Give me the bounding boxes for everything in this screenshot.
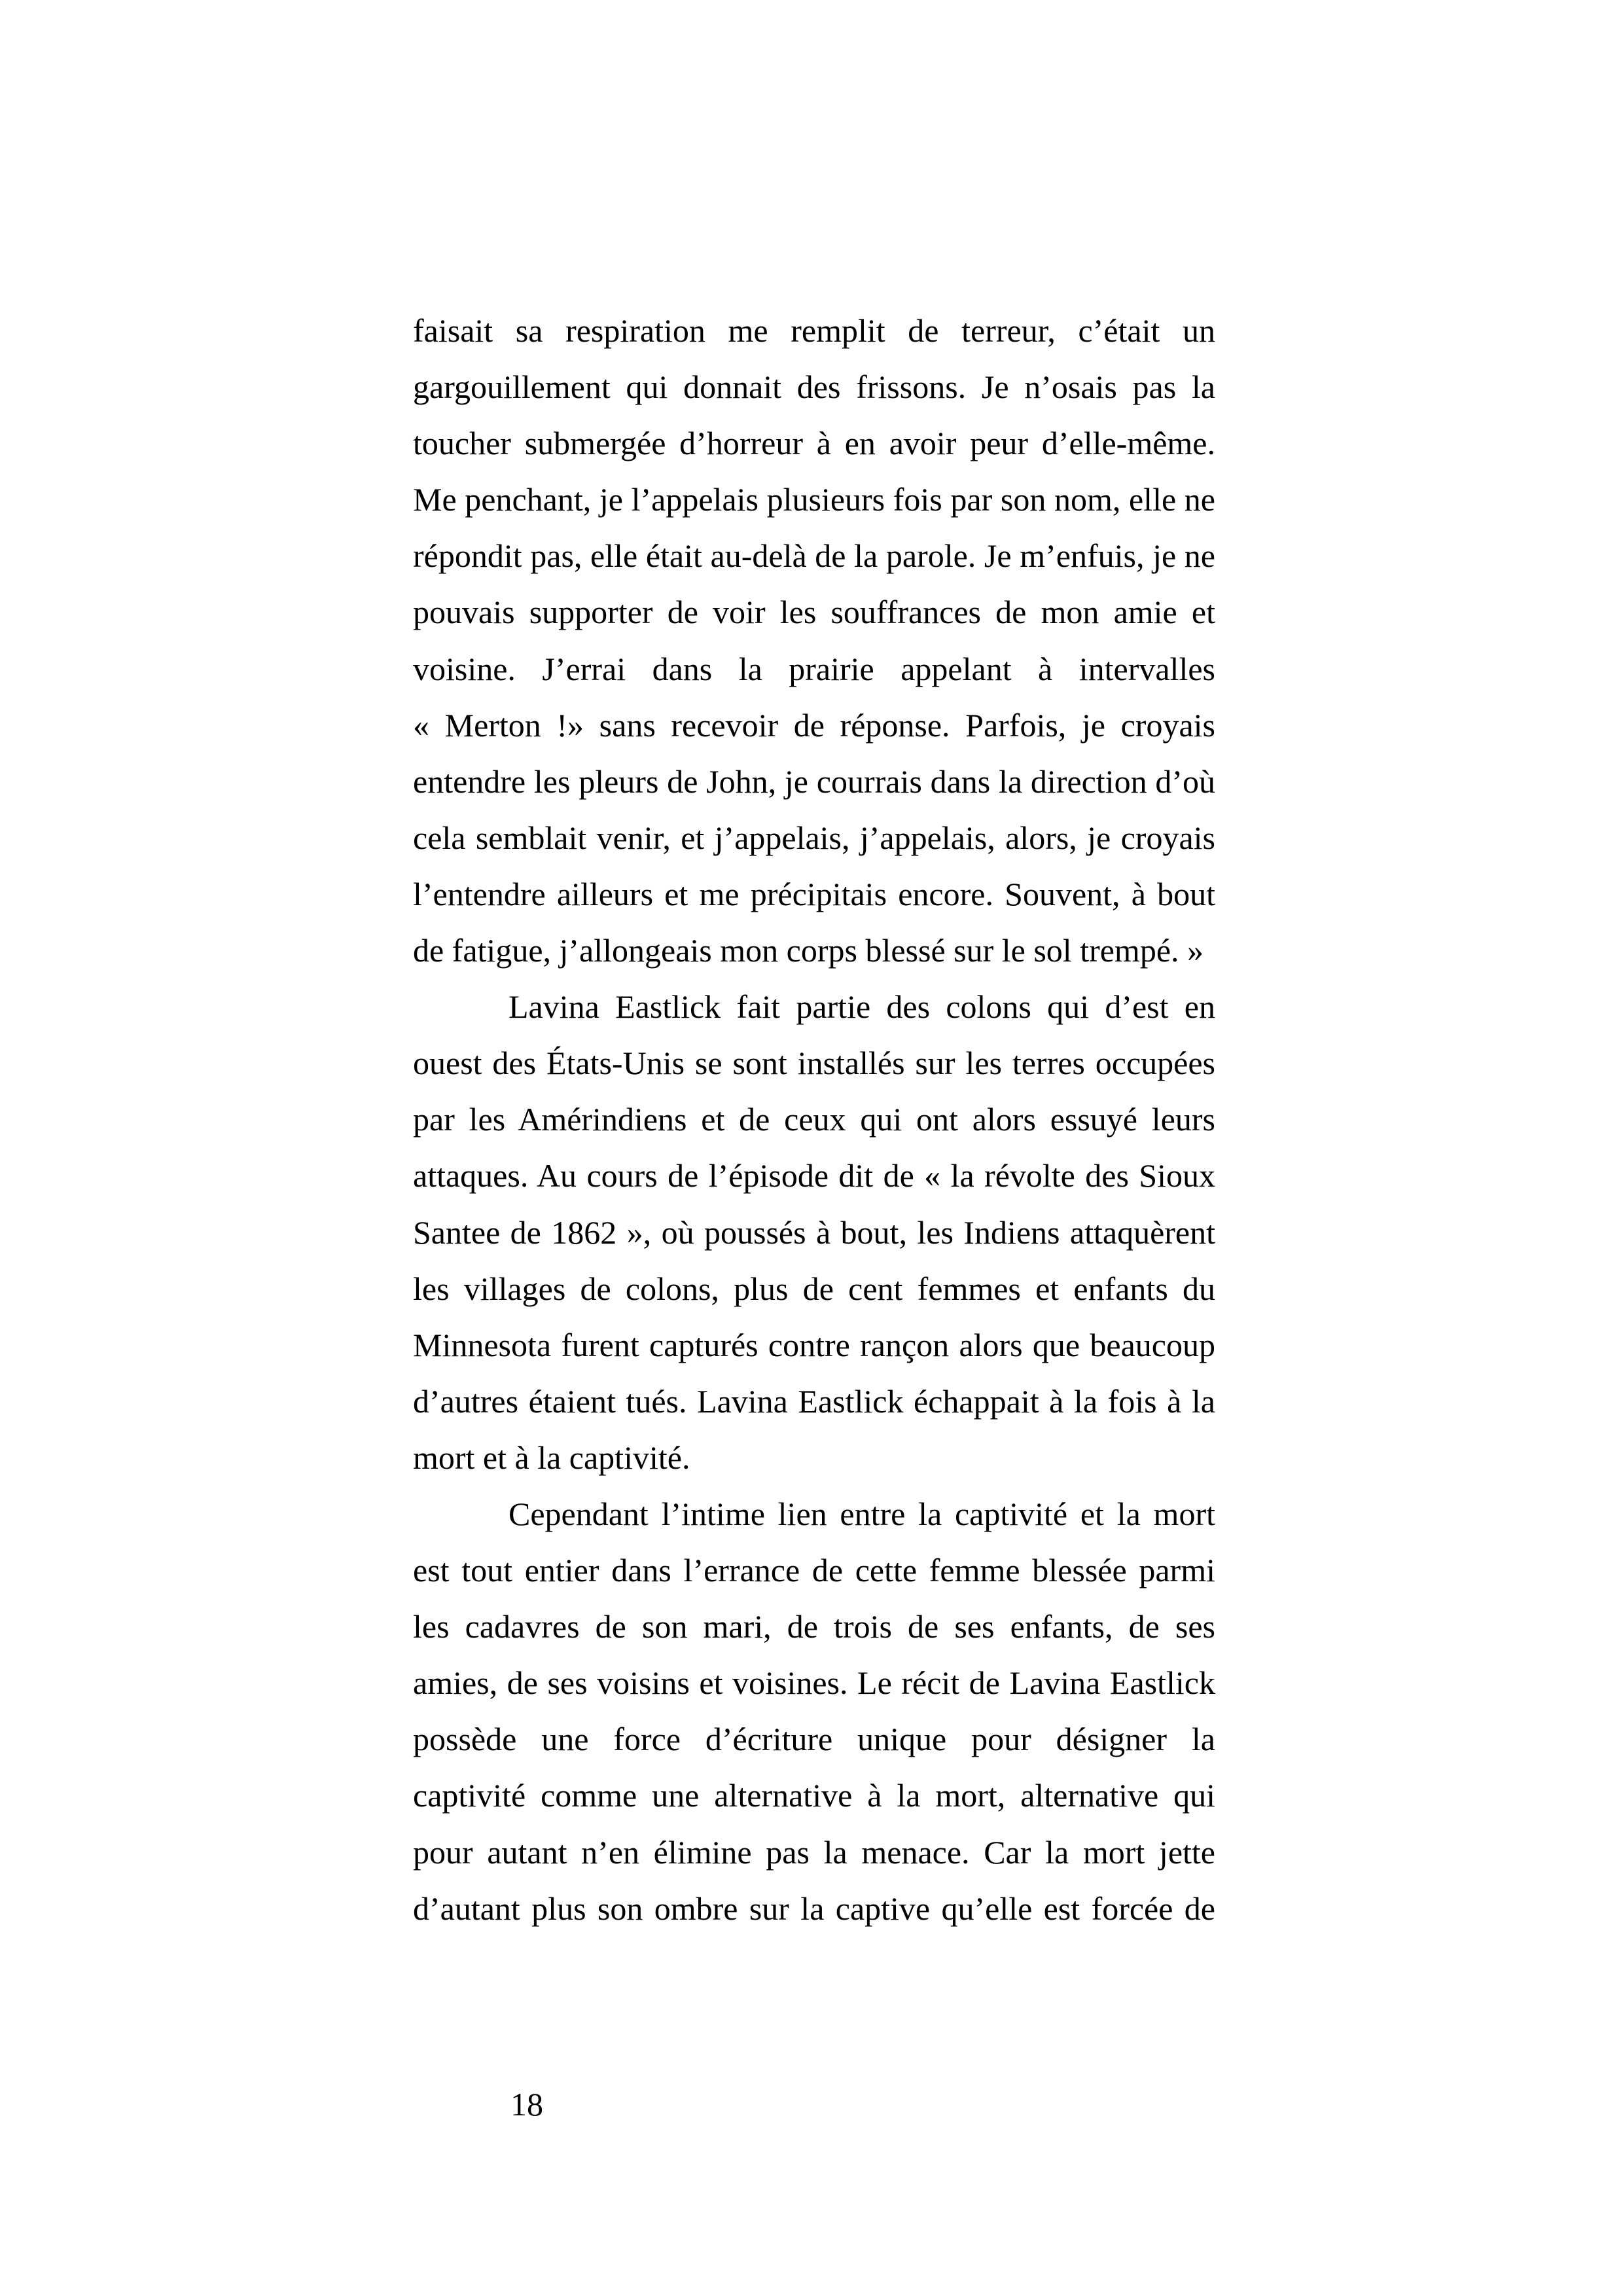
text-line: d’autres étaient tués. Lavina Eastlick échappait à la fois à la [413,1382,1215,1420]
text-line: mort et à la captivité. [413,1439,690,1476]
text-line: les villages de colons, plus de cent femmes et enfants du [413,1270,1215,1307]
text-line: entendre les pleurs de John, je courrais dans la direction d’où [413,762,1215,800]
text-line: Lavina Eastlick fait partie des colons qui d’est en [508,988,1215,1026]
text-line: pour autant n’en élimine pas la menace. Car la mort jette [413,1833,1215,1871]
text-line: d’autant plus son ombre sur la captive qu’elle est forcée de [413,1890,1215,1927]
text-line: Santee de 1862 », où poussés à bout, les Indiens attaquèrent [413,1213,1215,1251]
page-number: 18 [510,2086,543,2123]
text-line: Me penchant, je l’appelais plusieurs fois par son nom, elle ne [413,481,1215,518]
paragraph-quote-continuation [413,302,1215,978]
text-line: amies, de ses voisins et voisines. Le récit de Lavina Eastlick [413,1664,1215,1702]
text-line: les cadavres de son mari, de trois de ses enfants, de ses [413,1608,1215,1645]
paragraph-lavina-eastlick [413,978,1215,1486]
text-line: gargouillement qui donnait des frissons. Je n’osais pas la [413,368,1215,406]
text-line: par les Amérindiens et de ceux qui ont alors essuyé leurs [413,1101,1215,1138]
text-line: voisine. J’errai dans la prairie appelant à intervalles [413,650,1215,687]
paragraph-captivity-death [413,1486,1215,1937]
text-line: attaques. Au cours de l’épisode dit de « la révolte des Sioux [413,1157,1215,1194]
body-text [413,302,1215,1937]
text-line: toucher submergée d’horreur à en avoir peur d’elle-même. [413,425,1215,462]
text-line: pouvais supporter de voir les souffrances de mon amie et [413,594,1215,631]
text-line: Minnesota furent capturés contre rançon alors que beaucoup [413,1326,1215,1363]
text-line: répondit pas, elle était au-delà de la parole. Je m’enfuis, je ne [413,537,1215,575]
text-line: de fatigue, j’allongeais mon corps blessé sur le sol trempé. » [413,932,1204,969]
text-line: cela semblait venir, et j’appelais, j’appelais, alors, je croyais [413,819,1215,856]
text-line: « Merton !» sans recevoir de réponse. Parfois, je croyais [413,706,1215,744]
text-line: l’entendre ailleurs et me précipitais encore. Souvent, à bout [413,875,1215,912]
text-line: possède une force d’écriture unique pour désigner la [413,1721,1215,1758]
text-line: est tout entier dans l’errance de cette femme blessée parmi [413,1552,1215,1589]
text-line: faisait sa respiration me remplit de terreur, c’était un [413,312,1215,349]
text-line: captivité comme une alternative à la mort, alternative qui [413,1777,1215,1814]
text-line: ouest des États-Unis se sont installés sur les terres occupées [413,1045,1215,1082]
text-line: Cependant l’intime lien entre la captivité et la mort [508,1495,1215,1532]
